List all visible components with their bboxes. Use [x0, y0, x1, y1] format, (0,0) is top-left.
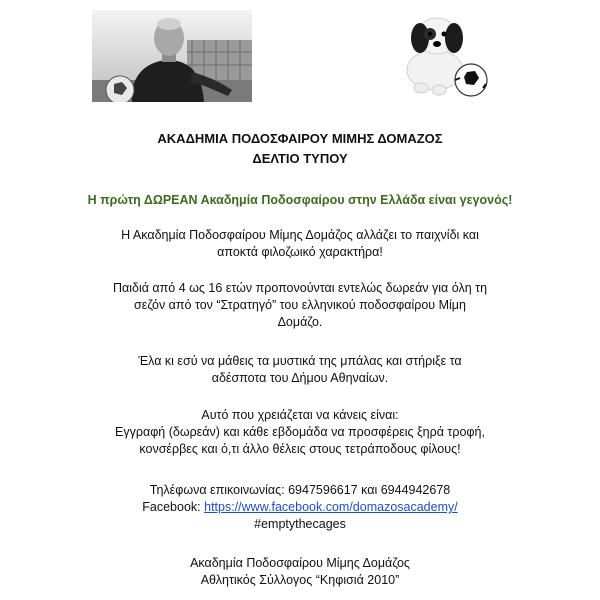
footer-block — [40, 555, 560, 589]
intro-paragraph — [40, 227, 560, 261]
invite-line: Έλα κι εσύ να μάθεις τα μυστικά της μπάλας και στήριξε τα — [138, 354, 462, 368]
puppy-with-football-photo — [393, 8, 493, 100]
academy-title: ΑΚΑΔΗΜΙΑ ΠΟΔΟΣΦΑΙΡΟΥ ΜΙΜΗΣ ΔΟΜΑΖΟΣ — [157, 131, 443, 146]
howto-line: Αυτό που χρειάζεται να κάνεις είναι: — [201, 408, 399, 422]
press-release-subtitle: ΔΕΛΤΙΟ ΤΥΠΟΥ — [252, 151, 348, 166]
puppy-photo-illustration — [393, 8, 493, 100]
phones-label: Τηλέφωνα επικοινωνίας: — [149, 483, 285, 497]
intro-line: Η Ακαδημία Ποδοσφαίρου Μίμης Δομάζος αλλάζει το παιχνίδι και — [121, 228, 479, 242]
intro-line: αποκτά φιλοζωικό χαρακτήρα! — [217, 245, 383, 259]
man-photo-illustration — [92, 10, 252, 102]
phones-line — [40, 482, 560, 499]
training-line: Παιδιά από 4 ως 16 ετών προπονούνται εντελώς δωρεάν για όλη τη — [112, 281, 488, 295]
howto-line: Εγγραφή (δωρεάν) και κάθε εβδομάδα να προσφέρεις ξηρά τροφή, — [115, 425, 485, 439]
phone-number-1: 6947596617 — [288, 483, 358, 497]
facebook-link[interactable]: https://www.facebook.com/domazosacademy/ — [204, 500, 458, 514]
invite-line: αδέσποτα του Δήμου Αθηναίων. — [211, 371, 389, 385]
howto-paragraph — [40, 407, 560, 458]
training-paragraph — [40, 280, 560, 331]
man-with-football-photo — [92, 10, 252, 102]
phone-number-2: 6944942678 — [380, 483, 451, 497]
howto-line: κονσέρβες και ό,τι άλλο θέλεις στους τετράποδους φίλους! — [139, 442, 461, 456]
facebook-line — [40, 499, 560, 516]
training-line: Δομάζο. — [277, 315, 323, 329]
training-line: σεζόν από τον “Στρατηγό” του ελληνικού ποδοσφαίρου Μίμη — [134, 298, 466, 312]
and-word: και — [361, 483, 378, 497]
invite-paragraph — [40, 353, 560, 387]
footer-academy-name: Ακαδημία Ποδοσφαίρου Μίμης Δομάζος — [190, 556, 410, 570]
contact-block — [40, 482, 560, 533]
hashtag: #emptythecages — [254, 517, 346, 531]
facebook-label: Facebook: — [142, 500, 201, 514]
footer-club-name: Αθλητικός Σύλλογος “Κηφισιά 2010” — [200, 573, 400, 587]
free-academy-headline: Η πρώτη ΔΩΡΕΑΝ Ακαδημία Ποδοσφαίρου στην Ελλάδα είναι γεγονός! — [87, 193, 513, 207]
